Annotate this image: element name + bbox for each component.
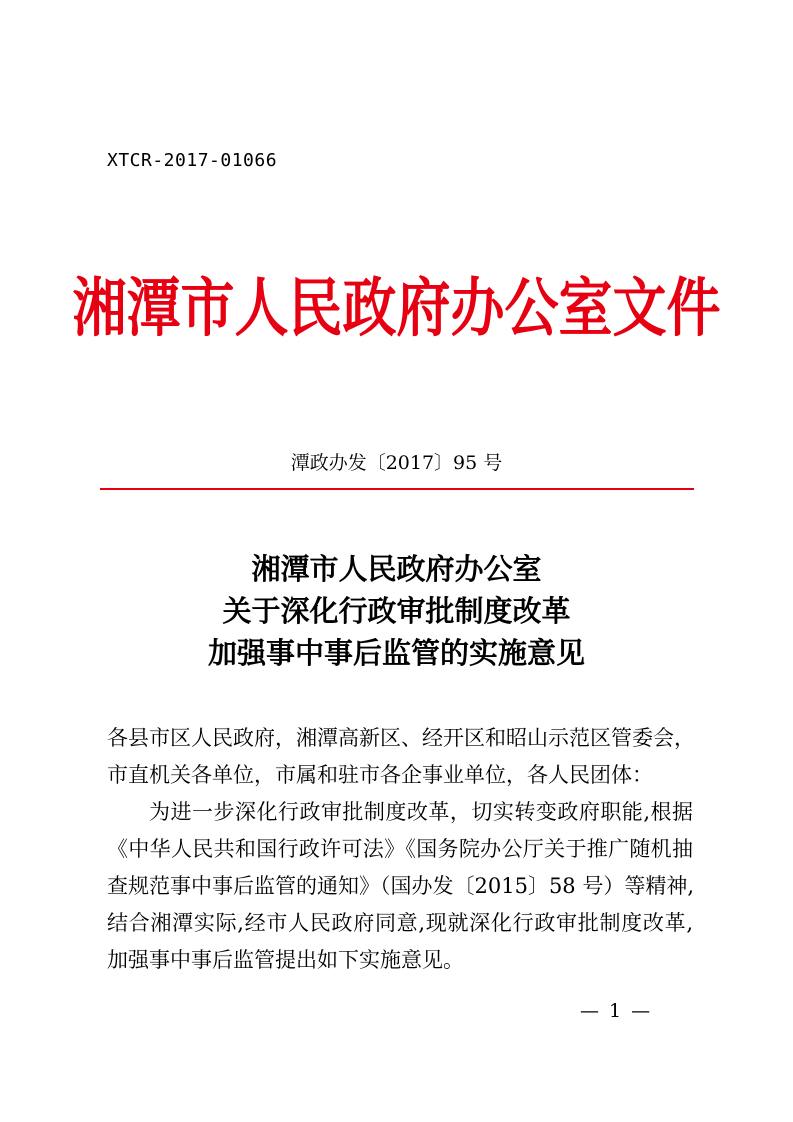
paragraph-line: 结合湘潭实际,经市人民政府同意,现就深化行政审批制度改革, — [107, 911, 693, 935]
title-line: 湘潭市人民政府办公室 — [251, 552, 542, 586]
addressee-line: 各县市区人民政府，湘潭高新区、经开区和昭山示范区管委会， — [107, 726, 695, 750]
document-body — [107, 720, 693, 979]
paragraph-line: 加强事中事后监管提出如下实施意见。 — [107, 948, 464, 972]
document-number: 潭政办发〔2017〕95 号 — [290, 452, 503, 474]
title-line: 加强事中事后监管的实施意见 — [207, 636, 585, 670]
paragraph-line: 《中华人民共和国行政许可法》《国务院办公厅关于推广随机抽 — [107, 837, 693, 861]
paragraph-line: 查规范事中事后监管的通知》（国办发〔2015〕58 号）等精神, — [107, 874, 695, 898]
document-code: XTCR-2017-01066 — [107, 150, 278, 171]
page-number: — 1 — — [580, 1000, 653, 1022]
document-title — [0, 548, 793, 674]
paragraph-line: 为进一步深化行政审批制度改革，切实转变政府职能,根据 — [149, 800, 693, 824]
red-divider-line — [100, 488, 694, 490]
title-line: 关于深化行政审批制度改革 — [222, 594, 571, 628]
addressee-line: 市直机关各单位，市属和驻市各企事业单位，各人民团体： — [107, 763, 653, 787]
masthead-title: 湘潭市人民政府办公室文件 — [72, 270, 721, 346]
